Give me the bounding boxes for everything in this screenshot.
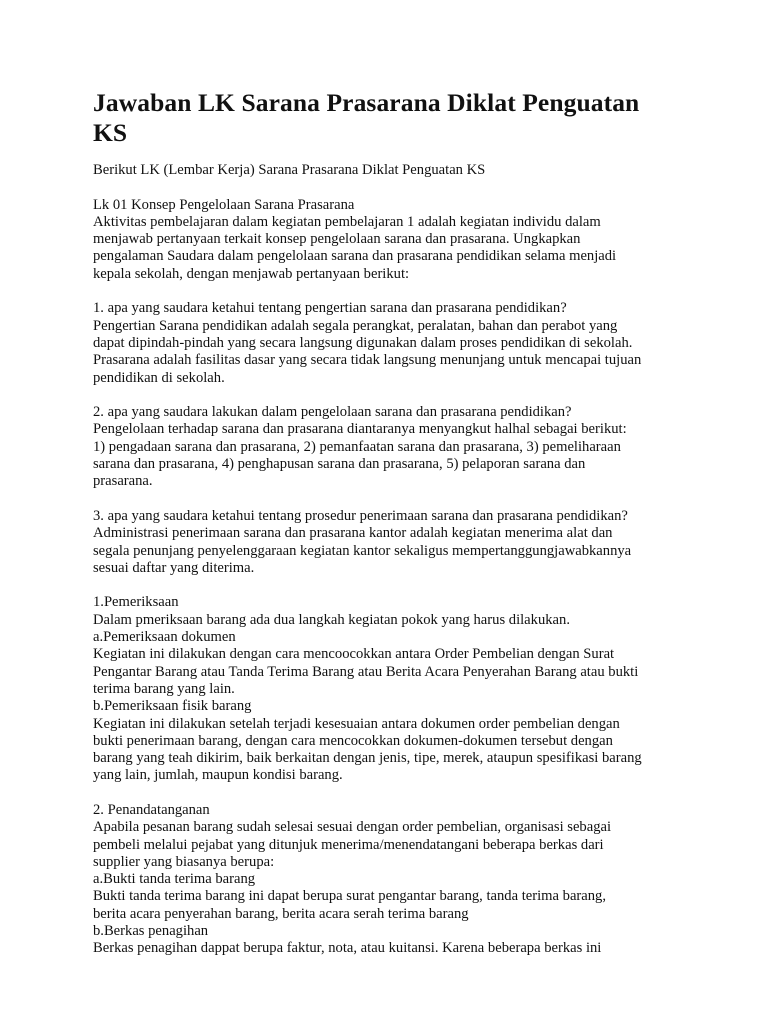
text-line: segala penunjang penyelenggaraan kegiatan kantor sekaligus mempertanggungjawabkannya [93, 542, 632, 559]
text-line: Berkas penagihan dappat berupa faktur, nota, atau kuitansi. Karena beberapa berkas ini [93, 940, 602, 957]
text-line: kepala sekolah, dengan menjawab pertanyaan berikut: [93, 265, 410, 282]
document-body [93, 162, 693, 958]
text-line: supplier yang biasanya berupa: [93, 853, 275, 870]
text-line: menjawab pertanyaan terkait konsep pengelolaan sarana dan prasarana. Ungkapkan [93, 231, 581, 248]
title-line: KS [93, 118, 128, 147]
text-line: sarana dan prasarana, 4) penghapusan sarana dan prasarana, 5) pelaporan sarana dan [93, 456, 586, 473]
pemeriksaan-paragraph [93, 594, 693, 784]
text-line: sesuai daftar yang diterima. [93, 559, 255, 576]
text-line: Bukti tanda terima barang ini dapat berupa surat pengantar barang, tanda terima barang, [93, 888, 607, 905]
question-line: 1. apa yang saudara ketahui tentang pengertian sarana dan prasarana pendidikan? [93, 300, 567, 317]
penandatanganan-paragraph [93, 802, 693, 958]
subheading-line: a.Pemeriksaan dokumen [93, 629, 236, 646]
text-line: terima barang yang lain. [93, 680, 235, 697]
document-page [93, 88, 693, 975]
question-2-paragraph [93, 404, 693, 490]
text-line: Kegiatan ini dilakukan setelah terjadi kesesuaian antara dokumen order pembelian dengan [93, 715, 620, 732]
text-line: pendidikan di sekolah. [93, 369, 225, 386]
text-line: prasarana. [93, 473, 153, 490]
text-line: Pengantar Barang atau Tanda Terima Barang atau Berita Acara Penyerahan Barang atau bukti [93, 663, 639, 680]
question-line: 3. apa yang saudara ketahui tentang prosedur penerimaan sarana dan prasarana pendidikan? [93, 507, 628, 524]
subheading-line: b.Pemeriksaan fisik barang [93, 698, 252, 715]
text-line: Pengertian Sarana pendidikan adalah segala perangkat, peralatan, bahan dan perabot yang [93, 317, 618, 334]
text-line: Prasarana adalah fasilitas dasar yang secara tidak langsung menunjang untuk mencapai tujuan [93, 352, 642, 369]
text-line: barang yang teah dikirim, baik berkaitan dengan jenis, tipe, merek, ataupun spesifikasi barang [93, 750, 642, 767]
text-line: bukti penerimaan barang, dengan cara mencocokkan dokumen-dokumen tersebut dengan [93, 732, 613, 749]
text-line: pembeli melalui pejabat yang ditunjuk menerima/menendatangani beberapa berkas dari [93, 836, 604, 853]
text-line: Berikut LK (Lembar Kerja) Sarana Prasarana Diklat Penguatan KS [93, 162, 486, 178]
text-line: 1) pengadaan sarana dan prasarana, 2) pemanfaatan sarana dan prasarana, 3) pemeliharaan [93, 438, 621, 455]
question-3-paragraph [93, 508, 693, 577]
lk01-paragraph [93, 197, 693, 283]
text-line: Dalam pmeriksaan barang ada dua langkah kegiatan pokok yang harus dilakukan. [93, 611, 570, 628]
text-line: yang lain, jumlah, maupun kondisi barang. [93, 767, 343, 784]
intro-paragraph [93, 162, 693, 179]
text-line: Aktivitas pembelajaran dalam kegiatan pembelajaran 1 adalah kegiatan individu dalam [93, 213, 601, 230]
question-line: 2. apa yang saudara lakukan dalam pengelolaan sarana dan prasarana pendidikan? [93, 404, 572, 421]
title-line: Jawaban LK Sarana Prasarana Diklat Penguatan [93, 88, 640, 117]
subheading-line: 2. Penandatanganan [93, 801, 210, 818]
text-line: Apabila pesanan barang sudah selesai sesuai dengan order pembelian, organisasi sebagai [93, 819, 612, 836]
text-line: Pengelolaan terhadap sarana dan prasarana diantaranya menyangkut halhal sebagai berikut: [93, 421, 627, 438]
question-1-paragraph [93, 300, 693, 386]
text-line: pengalaman Saudara dalam pengelolaan sarana dan prasarana pendidikan selama menjadi [93, 248, 617, 265]
text-line: berita acara penyerahan barang, berita acara serah terima barang [93, 905, 469, 922]
document-title [93, 88, 693, 148]
text-line: dapat dipindah-pindah yang secara langsung digunakan dalam proses pendidikan di sekolah. [93, 334, 633, 351]
text-line: Administrasi penerimaan sarana dan prasarana kantor adalah kegiatan menerima alat dan [93, 525, 613, 542]
text-line: Kegiatan ini dilakukan dengan cara mencoocokkan antara Order Pembelian dengan Surat [93, 646, 615, 663]
section-heading: Lk 01 Konsep Pengelolaan Sarana Prasarana [93, 196, 355, 213]
subheading-line: a.Bukti tanda terima barang [93, 871, 256, 888]
subheading-line: b.Berkas penagihan [93, 923, 209, 940]
subheading-line: 1.Pemeriksaan [93, 594, 179, 611]
